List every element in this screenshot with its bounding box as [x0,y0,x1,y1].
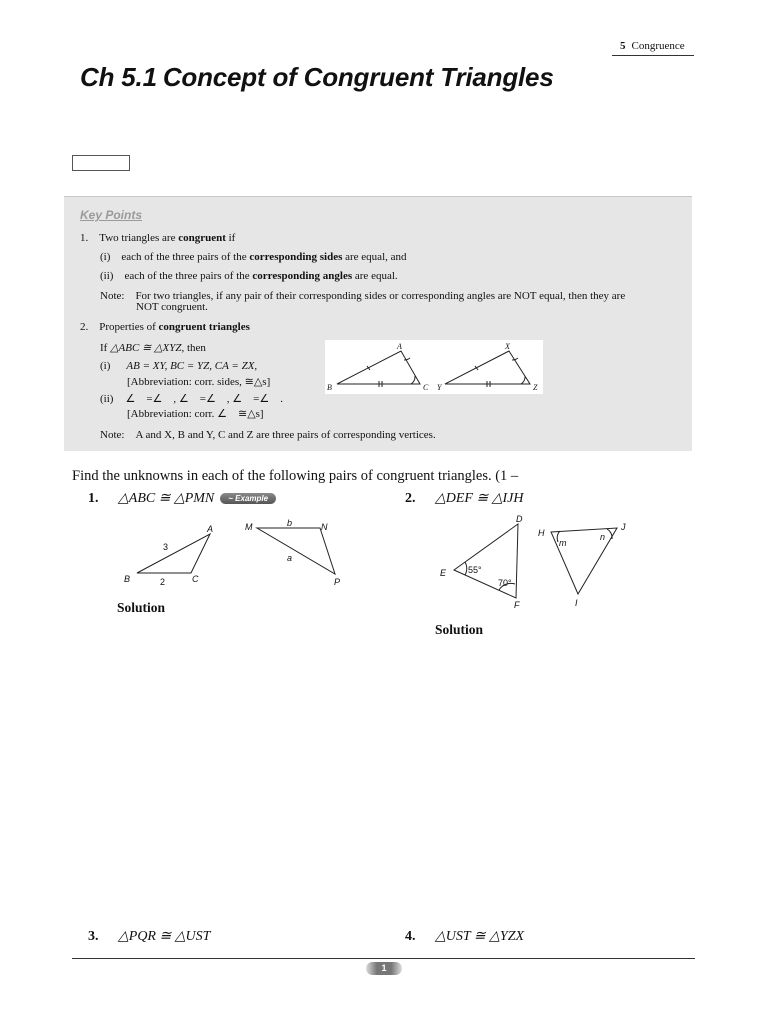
q2-label-h: H [538,528,545,538]
kp1i-text-a: (i) each of the three pairs of the [100,251,250,263]
kp1ii-text-b: are equal. [352,270,398,282]
question-2-expression: △DEF ≅ △IJH [435,491,524,506]
q2-label-f: F [514,600,520,610]
page-title [80,62,554,93]
triangle-pmn-q1 [257,528,335,574]
q2-label-i: I [575,598,578,608]
question-2-number: 2. [405,491,416,506]
q1-label-p: P [334,577,341,587]
question-4 [405,928,524,945]
kp2-then: , then [181,342,206,354]
question-2-figure [435,512,635,612]
blank-answer-box[interactable] [72,155,130,171]
q1-side-ab: 3 [163,542,169,552]
question-2 [405,490,523,507]
example-badge: ~ Example [220,493,276,504]
q2-label-d: D [516,514,523,524]
key-point-1 [80,232,235,244]
question-intro: Find the unknowns in each of the following pairs of congruent triangles. (1 – [72,468,519,484]
q1-side-a: a [287,553,293,563]
label-b: B [327,383,332,392]
chapter-header [620,40,685,52]
key-point-2ii-abbr: [Abbreviation: corr. ∠ ≅△s] [127,408,264,420]
arc-c [411,376,415,384]
q2-angle-n: n [600,532,606,542]
kp2-text: 2. Properties of [80,321,159,333]
question-4-number: 4. [405,929,416,944]
label-y: Y [437,383,442,392]
q2-label-e: E [440,568,447,578]
key-point-2ii [100,392,283,405]
question-1-expression: △ABC ≅ △PMN [118,491,215,506]
chapter-number: 5 [620,40,626,52]
q1-label-c: C [192,574,199,584]
label-a: A [397,342,402,351]
key-point-note1-line2: NOT congruent. [136,301,208,313]
label-z: Z [533,383,538,392]
q1-label-a: A [207,524,214,534]
header-rule [612,55,694,56]
kp1-text-a: 1. Two triangles are [80,232,179,244]
question-1-figure [115,518,355,593]
kp2i-equations: AB = XY, BC = YZ, CA = ZX, [126,360,258,372]
arc-x [512,358,518,360]
question-2-solution-label: Solution [435,622,484,637]
question-3 [88,928,210,945]
page-number: 1 [366,962,402,975]
key-point-note1-line1: Note: For two triangles, if any pair of their corresponding sides or corresponding angles are NOT equal, then they are [100,290,626,302]
key-point-1ii [100,270,398,282]
congruent-triangles-figure [325,340,543,394]
kp2ii-equations: ∠ =∠ , ∠ =∠ , ∠ =∠ . [125,393,283,405]
triangle-abc-q1 [137,534,210,573]
label-c: C [423,383,429,392]
q1-label-m: M [245,522,253,532]
section-title: Concept of Congruent Triangles [162,62,554,92]
kp1i-bold: corresponding sides [249,251,343,263]
triangle-xyz [445,351,530,384]
key-point-2 [80,321,250,333]
q2-angle-m: m [559,538,567,548]
question-1-solution-label: Solution [117,600,166,615]
key-point-1i [100,251,407,263]
question-1 [88,490,276,507]
question-4-expression: △UST ≅ △YZX [435,929,525,944]
q1-label-n: N [321,522,328,532]
angle-e-arc [465,562,467,575]
label-x: X [505,342,510,351]
kp1-text-b: if [225,232,236,244]
section-number: Ch 5.1 [80,62,157,92]
arc-z [521,376,525,384]
question-3-number: 3. [88,929,99,944]
q1-side-bc: 2 [160,577,166,587]
q2-angle-f: 70° [498,578,512,588]
kp2-bold: congruent triangles [158,321,250,333]
key-points-heading: Key Points [80,208,143,222]
kp1i-text-b: are equal, and [342,251,407,263]
question-1-number: 1. [88,491,99,506]
key-point-2-if [100,341,206,354]
key-point-note2: Note: A and X, B and Y, C and Z are three pairs of corresponding vertices. [100,429,436,441]
kp1-bold: congruent [178,232,226,244]
kp2-congruence: △ABC ≅ △XYZ [110,342,182,354]
triangle-abc [337,351,420,384]
q2-label-j: J [621,522,626,532]
footer-rule [72,958,695,959]
kp1ii-bold: corresponding angles [252,270,353,282]
key-point-2i-abbr: [Abbreviation: corr. sides, ≅△s] [127,376,271,388]
q2-angle-e: 55° [468,565,482,575]
key-point-2i [100,360,257,372]
kp2-if: If [100,342,111,354]
kp1ii-text-a: (ii) each of the three pairs of the [100,270,253,282]
chapter-name: Congruence [631,40,685,52]
question-3-expression: △PQR ≅ △UST [118,929,211,944]
q1-side-b: b [287,518,293,528]
kp2ii-label: (ii) [100,393,114,405]
kp2i-label: (i) [100,360,111,372]
q1-label-b: B [124,574,131,584]
